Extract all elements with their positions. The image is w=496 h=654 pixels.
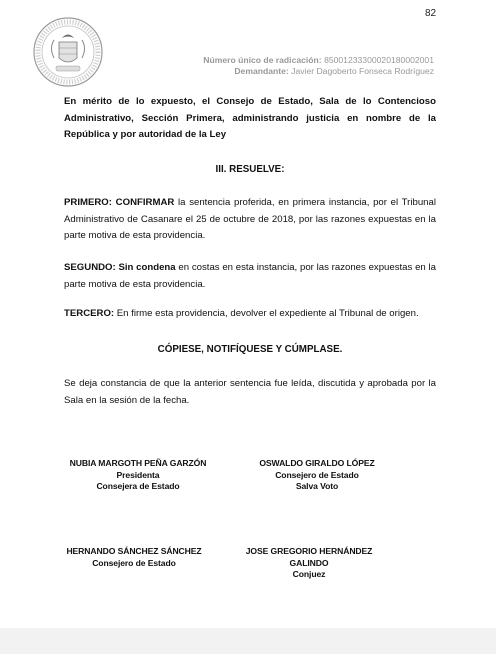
primero-paragraph — [64, 195, 436, 245]
demandante-label: Demandante: — [234, 66, 289, 76]
tercero-paragraph — [64, 306, 436, 323]
page-number: 82 — [425, 8, 437, 19]
signature-block — [228, 546, 390, 581]
demandante-value: Javier Dagoberto Fonseca Rodríguez — [291, 66, 434, 76]
resuelve-heading: III. RESUELVE: — [215, 164, 285, 175]
tercero-text: En firme esta providencia, devolver el expediente al Tribunal de origen. — [114, 308, 419, 319]
intro-paragraph: En mérito de lo expuesto, el Consejo de Estado, Sala de lo Contencioso Administrativo, Sección Primera, administrando justicia en nombre de la República y por autoridad de la Ley — [64, 96, 436, 140]
primero-text: la sentencia proferida, en primera instancia, por el Tribunal Administrativo de Casanare el 25 de octubre de 2018, por las razones expuestas en la parte motiva de esta providencia. — [64, 197, 436, 241]
signature-block — [64, 458, 212, 493]
signature-block — [246, 458, 388, 493]
segundo-paragraph — [64, 260, 436, 293]
signatory-role: Conjuez — [292, 569, 326, 579]
signatory-name: OSWALDO GIRALDO LÓPEZ — [259, 458, 375, 468]
case-header — [203, 55, 434, 77]
signatory-name: JOSE GREGORIO HERNÁNDEZ GALINDO — [245, 546, 373, 568]
demandante-line — [203, 66, 434, 77]
signatory-role: Consejero de Estado — [92, 557, 176, 568]
consejo-de-estado-seal-icon — [32, 16, 104, 88]
radicacion-label: Número único de radicación: — [203, 55, 322, 65]
radicacion-line — [203, 55, 434, 66]
primero-label: PRIMERO: CONFIRMAR — [64, 197, 175, 208]
signatory-role: Consejera de Estado — [96, 481, 180, 491]
radicacion-value: 85001233300020180002001 — [324, 55, 434, 65]
segundo-text: en costas en esta instancia, por las razones expuestas en la parte motiva de esta providencia. — [64, 262, 437, 290]
signatory-role: Presidenta — [116, 469, 160, 480]
signatory-name: HERNANDO SÁNCHEZ SÁNCHEZ — [66, 546, 202, 556]
signatory-role: Salva Voto — [295, 481, 339, 491]
signature-block — [60, 546, 208, 569]
signatory-name: NUBIA MARGOTH PEÑA GARZÓN — [69, 458, 207, 468]
constancia-paragraph: Se deja constancia de que la anterior sentencia fue leída, discutida y aprobada por la Sala en la sesión de la fecha. — [64, 378, 436, 406]
signatory-role: Consejero de Estado — [275, 469, 359, 480]
tercero-label: TERCERO: — [64, 308, 115, 319]
copiese-heading: CÓPIESE, NOTIFÍQUESE Y CÚMPLASE. — [157, 344, 343, 355]
segundo-label: SEGUNDO: Sin condena — [64, 262, 176, 273]
